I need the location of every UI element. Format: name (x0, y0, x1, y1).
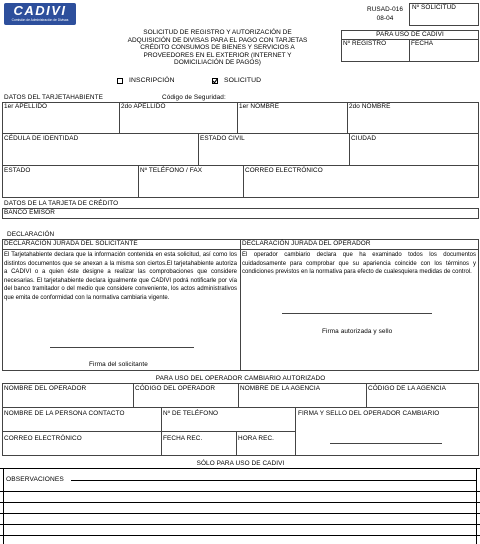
operador-signature-line (282, 313, 432, 314)
persona-contacto-label: NOMBRE DE LA PERSONA CONTACTO (4, 410, 125, 417)
banco-emisor-field[interactable] (2, 208, 479, 219)
nombre-agencia-label: NOMBRE DE LA AGENCIA (240, 385, 321, 392)
operator-signature-line (330, 443, 442, 444)
operator-correo-label: CORREO ELECTRÓNICO (4, 435, 82, 442)
registro-label: Nº REGISTRO (343, 40, 387, 47)
telefono-fax-label: Nº TELÉFONO / FAX (140, 167, 203, 174)
operador-title: DECLARACIÓN JURADA DEL OPERADOR (242, 240, 371, 247)
logo-text: CADIVI (13, 3, 67, 18)
solicitud-checkbox[interactable] (212, 78, 218, 84)
solicitante-title: DECLARACIÓN JURADA DEL SOLICITANTE (4, 240, 138, 247)
segundo-apellido-label: 2do APELLIDO (121, 103, 166, 110)
form-version: 08-04 (376, 15, 394, 22)
fecha-rec-label: FECHA REC. (163, 435, 203, 442)
solicitante-declaration-text: El Tarjetahabiente declara que la información contenida en esta solicitud, así como los distintos documentos que se anexan a la misma son ciertos.El tarjetahabiente autoriza a CADIVI o a quien éste designe a realizar las comprobaciones que considere necesarias. El tarjetahabiente declara igualmente que CADIVI podrá notificarle por vía del banco tramitador o del medio que considere conveniente, los actos administrativos que emita de conformidad con la normativa cambiaria vigente. (4, 252, 237, 301)
cedula-field[interactable] (3, 143, 197, 164)
inscripcion-checkbox[interactable] (117, 78, 123, 84)
form-code: RUSAD-016 (367, 6, 404, 13)
codigo-operador-label: CÓDIGO DEL OPERADOR (135, 385, 216, 392)
segundo-nombre-label: 2do NOMBRE (349, 103, 391, 110)
solicitud-number-label: Nº SOLICITUD (412, 4, 457, 11)
primer-apellido-label: 1er APELLIDO (4, 103, 48, 110)
solicitud-label: SOLICITUD (224, 77, 262, 84)
primer-nombre-label: 1er NOMBRE (239, 103, 280, 110)
cadivi-logo (4, 3, 76, 25)
firma-sello-label: FIRMA Y SELLO DEL OPERADOR CAMBIARIO (298, 410, 440, 417)
checkmark-icon (212, 78, 218, 84)
form-title (105, 29, 330, 67)
logo-subtitle: Comisión de Administración de Divisas (11, 18, 69, 22)
estado-civil-label: ESTADO CIVIL (200, 135, 245, 142)
cardholder-section-title: DATOS DEL TARJETAHABIENTE (4, 94, 103, 101)
operator-section-title: PARA USO DEL OPERADOR CAMBIARIO AUTORIZADO (155, 375, 326, 382)
ciudad-field[interactable] (350, 143, 478, 164)
cadivi-use-label: PARA USO DE CADIVI (376, 31, 444, 38)
form-title-line: DOMICILIACIÓN DE PAGOS) (174, 59, 261, 66)
codigo-agencia-label: CÓDIGO DE LA AGENCIA (368, 385, 446, 392)
hora-rec-label: HORA REC. (238, 435, 275, 442)
banco-emisor-label: BANCO EMISOR (4, 209, 55, 216)
solicitante-signature-line (50, 347, 194, 348)
solicitante-signature-label: Firma del solicitante (89, 361, 148, 368)
estado-civil-field[interactable] (199, 143, 348, 164)
segundo-apellido-field[interactable] (120, 111, 236, 132)
form-title-line: SOLICITUD DE REGISTRO Y AUTORIZACIÓN DE (143, 29, 292, 36)
primer-nombre-field[interactable] (238, 111, 346, 132)
segundo-nombre-field[interactable] (348, 111, 478, 132)
operador-declaration-text: El operador cambiario declara que ha examinado todos los documentos cuidadosamente para comprobar que su apariencia coincide con los términos y condiciones previstos en la normativa para efecto de cualesquiera medidas de control. (242, 252, 476, 276)
form-title-line: PROVEEDORES EN EL EXTERIOR (INTERNET Y (143, 51, 292, 59)
inscripcion-label: INSCRIPCIÓN (129, 77, 175, 84)
cadivi-only-title: SÓLO PARA USO DE CADIVI (196, 460, 285, 467)
correo-label: CORREO ELECTRÓNICO (245, 167, 323, 174)
fecha-field[interactable] (409, 48, 479, 62)
telefono-label: Nº DE TELÉFONO (163, 410, 219, 417)
registro-field[interactable] (341, 48, 409, 62)
primer-apellido-field[interactable] (3, 111, 118, 132)
nombre-operador-label: NOMBRE DEL OPERADOR (4, 385, 87, 392)
declaration-section-title: DECLARACIÓN (7, 231, 55, 238)
ciudad-label: CIUDAD (351, 135, 377, 142)
form-title-line: CRÉDITO CONSUMOS DE BIENES Y SERVICIOS A (140, 44, 295, 51)
correo-field[interactable] (244, 175, 478, 197)
form-title-line: ADQUISICIÓN DE DIVISAS PARA EL PAGO CON TARJETAS (127, 36, 308, 44)
telefono-fax-field[interactable] (139, 175, 242, 197)
cedula-label: CÉDULA DE IDENTIDAD (4, 135, 79, 142)
security-code-label: Código de Seguridad: (162, 94, 226, 101)
observaciones-label: OBSERVACIONES (6, 476, 64, 483)
card-section-title: DATOS DE LA TARJETA DE CRÉDITO (4, 200, 119, 207)
estado-label: ESTADO (4, 167, 31, 174)
estado-field[interactable] (3, 175, 137, 197)
fecha-label: FECHA (411, 40, 434, 47)
operador-signature-label: Firma autorizada y sello (322, 328, 393, 335)
operator-table (2, 383, 479, 456)
